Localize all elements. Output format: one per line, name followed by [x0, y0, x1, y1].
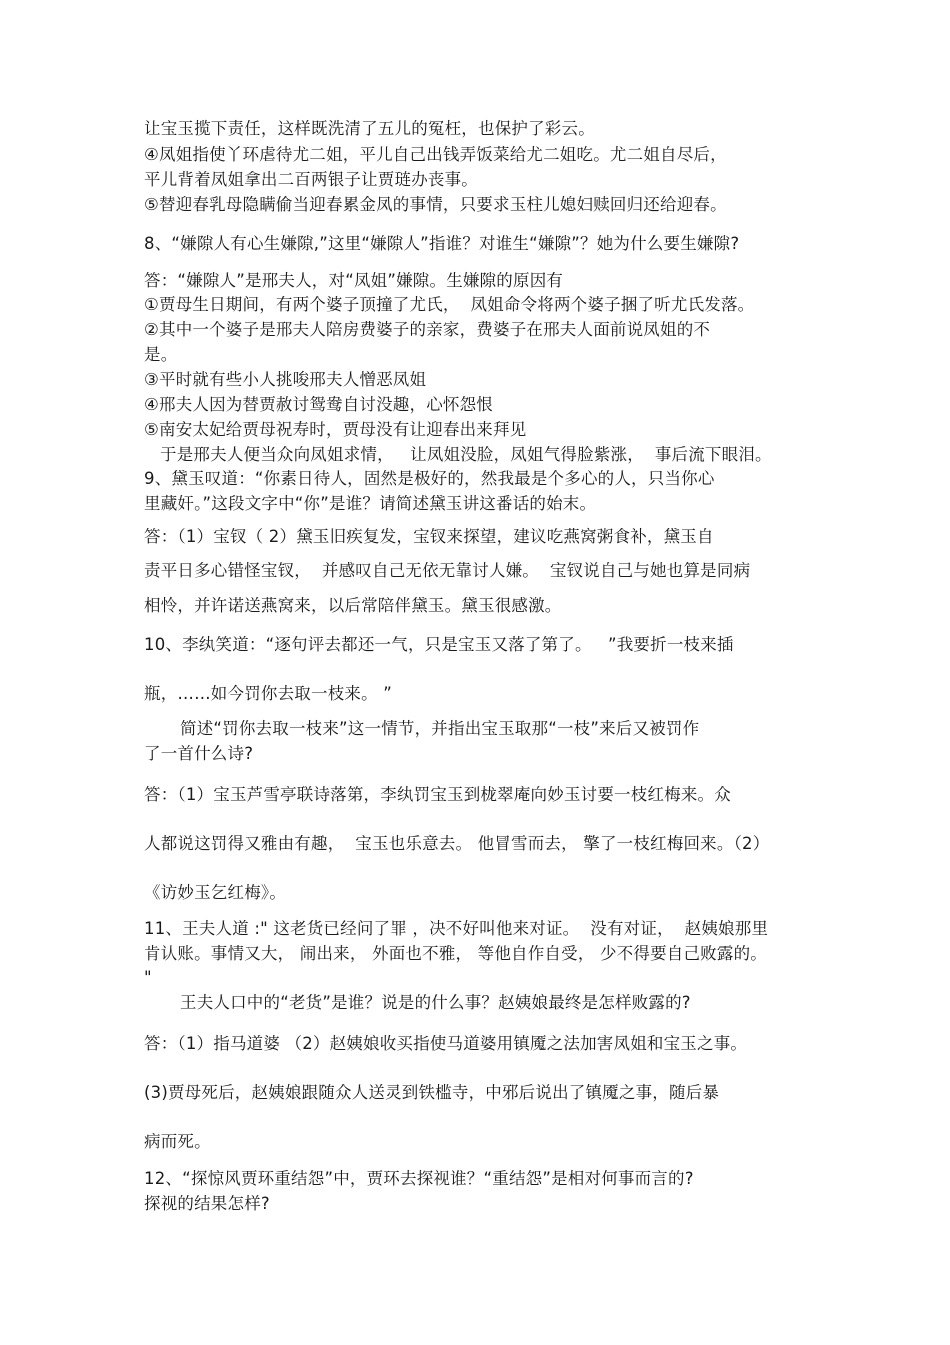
text-line: ②其中一个婆子是邢夫人陪房费婆子的亲家，费婆子在邢夫人面前说凤姐的不 [144, 320, 711, 339]
answer-11: 答：（1）指马道婆 （2）赵姨娘收买指使马道婆用镇魇之法加害凤姐和宝玉之事。 [144, 1034, 748, 1053]
question-12: 12、“探惊风贾环重结怨”中，贾环去探视谁？“重结怨”是相对何事而言的? [144, 1169, 694, 1188]
text-line: 简述“罚你去取一枝来”这一情节，并指出宝玉取那“一枝”来后又被罚作 [180, 719, 700, 738]
text-line: ①贾母生日期间，有两个婆子顶撞了尤氏， 凤姐命令将两个婆子捆了听尤氏发落。 [144, 295, 755, 314]
text-line: 责平日多心错怪宝钗， 并感叹自己无依无靠讨人嫌。 宝钗说自己与她也算是同病 [144, 561, 751, 580]
text-line: 《访妙玉乞红梅》。 [144, 883, 287, 902]
text-line: 肯认账。事情又大， 闹出来， 外面也不雅， 等他自作自受， 少不得要自己败露的。 [144, 944, 767, 963]
text-line: 相怜，并许诺送燕窝来，以后常陪伴黛玉。黛玉很感激。 [144, 596, 562, 615]
text-line: " [144, 968, 152, 987]
text-line: 了一首什么诗? [144, 744, 254, 763]
text-line: 病而死。 [144, 1132, 211, 1151]
text-line: 探视的结果怎样? [144, 1194, 270, 1213]
text-line: 于是邢夫人便当众向凤姐求情， 让凤姐没脸，凤姐气得脸紫涨， 事后流下眼泪。 [160, 445, 772, 464]
text-line: ⑤南安太妃给贾母祝寿时，贾母没有让迎春出来拜见 [144, 420, 527, 439]
text-line: ③平时就有些小人挑唆邢夫人憎恶凤姐 [144, 370, 427, 389]
question-11: 11、王夫人道 :" 这老货已经问了罪 ，决不好叫他来对证。 没有对证， 赵姨娘那里 [144, 919, 769, 938]
answer-9: 答：（1）宝钗（ 2）黛玉旧疾复发，宝钗来探望，建议吃燕窝粥食补，黛玉自 [144, 527, 714, 546]
text-line: 瓶，……如今罚你去取一枝来。 ” [144, 684, 392, 703]
question-10: 10、李纨笑道：“逐句评去都还一气，只是宝玉又落了第了。 ”我要折一枝来插 [144, 635, 734, 654]
text-line: 是。 [144, 345, 178, 364]
question-8: 8、“嫌隙人有心生嫌隙,”这里“嫌隙人”指谁？对谁生“嫌隙”？她为什么要生嫌隙? [144, 234, 740, 253]
answer-8: 答：“嫌隙人”是邢夫人，对“凤姐”嫌隙。生嫌隙的原因有 [144, 271, 564, 290]
text-line: 王夫人口中的“老货”是谁？说是的什么事？赵姨娘最终是怎样败露的? [180, 993, 691, 1012]
text-line: 让宝玉揽下责任，这样既洗清了五儿的冤枉，也保护了彩云。 [144, 119, 595, 138]
text-line: ⑤替迎春乳母隐瞒偷当迎春累金凤的事情，只要求玉柱儿媳妇赎回归还给迎春。 [144, 195, 727, 214]
text-line: ④邢夫人因为替贾赦讨鸳鸯自讨没趣，心怀怨恨 [144, 395, 493, 414]
text-line: 人都说这罚得又雅由有趣， 宝玉也乐意去。 他冒雪而去， 擎了一枝红梅回来。（2） [144, 834, 770, 853]
text-line: (3)贾母死后，赵姨娘跟随众人送灵到铁槛寺，中邪后说出了镇魇之事，随后暴 [144, 1083, 720, 1102]
text-line: ④凤姐指使丫环虐待尤二姐，平儿自己出钱弄饭菜给尤二姐吃。尤二姐自尽后， [144, 145, 727, 164]
question-9: 9、黛玉叹道：“你素日待人，固然是极好的，然我最是个多心的人，只当你心 [144, 469, 715, 488]
answer-10: 答：（1）宝玉芦雪亭联诗落第，李纨罚宝玉到栊翠庵向妙玉讨要一枝红梅来。众 [144, 785, 731, 804]
text-line: 里藏奸。”这段文字中“你”是谁？请简述黛玉讲这番话的始末。 [144, 494, 597, 513]
text-line: 平儿背着凤姐拿出二百两银子让贾琏办丧事。 [144, 170, 478, 189]
